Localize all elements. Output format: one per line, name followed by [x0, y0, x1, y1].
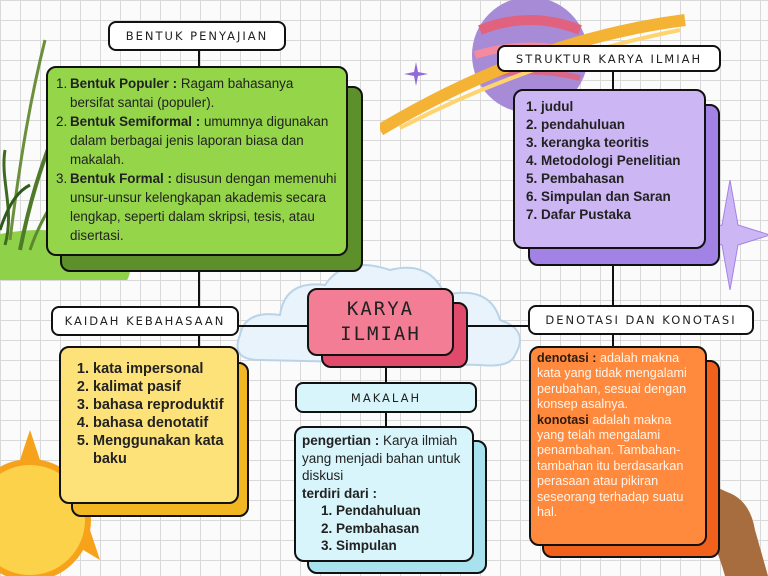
denotasi-paragraph	[537, 351, 699, 413]
konotasi-label: konotasi	[537, 412, 589, 427]
item-term: Bentuk Populer :	[70, 76, 178, 91]
connector-line	[612, 262, 614, 310]
struktur-item: 4. Metodologi Penelitian	[541, 152, 698, 170]
bentuk-item	[56, 74, 338, 112]
konotasi-text: adalah makna yang telah mengalami penambahan. Tambahan-tambahan itu berdasarkan perasaan atau pikiran seseorang terhadap suatu hal.	[537, 412, 684, 520]
terdiri-label: terdiri dari :	[302, 485, 378, 501]
kaidah-list	[71, 360, 231, 468]
connector-line	[198, 268, 200, 308]
struktur-item: 6. Simpulan dan Saran	[541, 188, 698, 206]
central-title-card	[307, 288, 454, 356]
pengertian-text: Karya ilmiah yang menjadi bahan untuk diskusi	[302, 433, 461, 483]
makalah-item: 3. Simpulan	[336, 537, 466, 555]
kaidah-item: 4. bahasa denotatif	[93, 414, 231, 432]
struktur-item: 2. pendahuluan	[541, 116, 698, 134]
item-desc: Ragam bahasanya bersifat santai (populer).	[70, 76, 294, 110]
kaidah-card	[59, 346, 239, 504]
pengertian-label: pengertian :	[302, 433, 380, 448]
kaidah-item: 5. Menggunakan kata baku	[93, 432, 231, 468]
struktur-heading: STRUKTUR KARYA ILMIAH	[497, 45, 721, 72]
struktur-item: 7. Dafar Pustaka	[541, 206, 698, 224]
connector-line	[385, 413, 387, 427]
central-title-line1: KARYA	[346, 298, 415, 320]
item-desc: disusun dengan memenuhi unsur-unsur kelengkapan akademis secara lengkap, seperti dalam skripsi, tesis, atau disertasi.	[70, 171, 337, 243]
makalah-heading: MAKALAH	[295, 382, 477, 413]
denotasi-heading: DENOTASI DAN KONOTASI	[528, 305, 754, 335]
connector-line	[458, 325, 533, 327]
struktur-item: 3. kerangka teoritis	[541, 134, 698, 152]
kaidah-item: 1. kata impersonal	[93, 360, 231, 378]
kaidah-heading: KAIDAH KEBAHASAAN	[51, 306, 239, 336]
denotasi-label: denotasi :	[537, 351, 597, 365]
struktur-list	[519, 98, 698, 224]
central-title-line2: ILMIAH	[340, 323, 421, 345]
bentuk-item	[56, 169, 338, 245]
item-number: 3.	[56, 171, 68, 186]
item-number: 2.	[56, 114, 68, 129]
connector-line	[612, 334, 614, 346]
item-term: Bentuk Formal :	[70, 171, 172, 186]
struktur-item: 5. Pembahasan	[541, 170, 698, 188]
denotasi-card	[529, 346, 707, 546]
denotasi-text: adalah makna kata yang tidak mengalami perubahan, sesuai dengan konsep asalnya.	[537, 351, 687, 412]
connector-line	[612, 70, 614, 90]
sparkle-icon	[404, 62, 428, 86]
item-desc: umumnya digunakan dalam berbagai jenis laporan biasa dan makalah.	[70, 114, 329, 167]
makalah-card	[294, 426, 474, 562]
konotasi-paragraph	[537, 413, 699, 521]
struktur-card	[513, 89, 706, 249]
kaidah-item: 2. kalimat pasif	[93, 378, 231, 396]
makalah-item: 2. Pembahasan	[336, 520, 466, 538]
bentuk-item	[56, 112, 338, 169]
kaidah-item: 3. bahasa reproduktif	[93, 396, 231, 414]
makalah-list	[302, 502, 466, 555]
bentuk-penyajian-card	[46, 66, 348, 256]
bentuk-penyajian-heading: BENTUK PENYAJIAN	[108, 21, 286, 51]
item-number: 1.	[56, 76, 68, 91]
makalah-item: 1. Pendahuluan	[336, 502, 466, 520]
struktur-item: 1. judul	[541, 98, 698, 116]
item-term: Bentuk Semiformal :	[70, 114, 201, 129]
makalah-pengertian	[302, 432, 466, 485]
